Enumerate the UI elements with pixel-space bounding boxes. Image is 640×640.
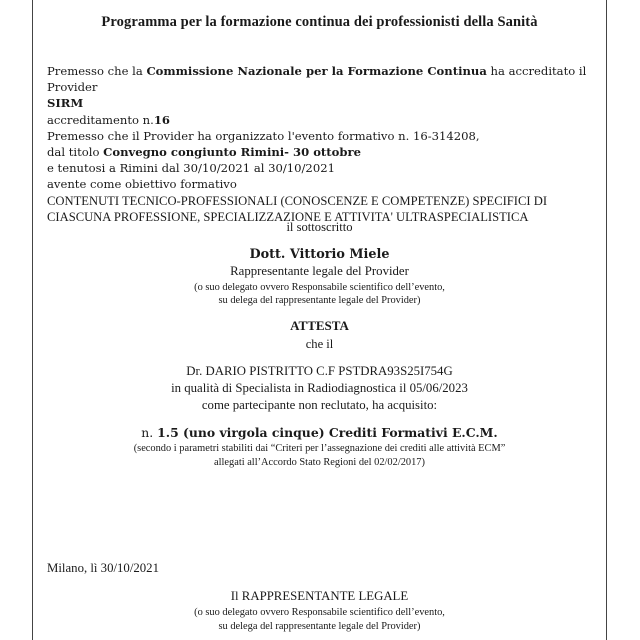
footer-note-2: su delega del rappresentante legale del Provider) (218, 621, 421, 632)
objective-line-2: CIASCUNA PROFESSIONE, SPECIALIZZAZIONE E ATTIVITA' ULTRASPECIALISTICA (47, 209, 529, 224)
credits-note-2: allegati all’Accordo Stato Regioni del 02/02/2017) (214, 457, 425, 468)
event-title-line (47, 144, 598, 160)
intro-block (47, 63, 598, 225)
program-title: Programma per la formazione continua dei professionisti della Sanità (101, 14, 538, 30)
signer-name: Dott. Vittorio Miele (249, 247, 390, 262)
event-number-line: Premesso che il Provider ha organizzato l'evento formativo n. 16-314208, (47, 128, 480, 143)
credits-value: 1.5 (uno virgola cinque) Crediti Formativi E.C.M. (157, 425, 498, 440)
place-date: Milano, lì 30/10/2021 (47, 561, 159, 575)
event-dates-line: e tenutosi a Rimini dal 30/10/2021 al 30/10/2021 (47, 161, 335, 176)
undersigned-label: il sottoscritto (286, 220, 353, 234)
intro-line-commission (47, 63, 598, 95)
che-il-label: che il (305, 337, 334, 351)
accreditation-label: accreditamento n. (47, 112, 154, 127)
accreditation-line (47, 112, 598, 128)
credits-line (33, 425, 606, 440)
event-title: Convegno congiunto Rimini- 30 ottobre (103, 145, 361, 160)
signer-role: Rappresentante legale del Provider (230, 264, 409, 278)
accreditation-number: 16 (153, 112, 170, 127)
intro-text: ha accreditato il Provider (47, 64, 587, 95)
signer-note-1: (o suo delegato ovvero Responsabile scientifico dell’evento, (194, 282, 445, 293)
footer-role: Il RAPPRESENTANTE LEGALE (230, 589, 409, 603)
participant-quality: in qualità di Specialista in Radiodiagnostica il 05/06/2023 (171, 381, 468, 395)
event-title-label: dal titolo (47, 145, 104, 160)
credits-note-1: (secondo i parametri stabiliti dai “Criteri per l’assegnazione dei crediti alle attività ECM” (133, 443, 506, 454)
attesta-heading: ATTESTA (290, 318, 349, 333)
commission-name: Commissione Nazionale per la Formazione Continua (146, 64, 487, 78)
intro-text: Premesso che la (47, 64, 147, 78)
certificate-page (32, 0, 607, 640)
participant-status: come partecipante non reclutato, ha acquisito: (201, 398, 438, 412)
objective-line-1: CONTENUTI TECNICO-PROFESSIONALI (CONOSCENZE E COMPETENZE) SPECIFICI DI (47, 193, 548, 208)
credits-prefix: n. (141, 425, 158, 440)
objective-label: avente come obiettivo formativo (47, 177, 237, 192)
footer-note-1: (o suo delegato ovvero Responsabile scientifico dell’evento, (194, 607, 445, 618)
signer-note-2: su delega del rappresentante legale del Provider) (218, 295, 421, 306)
participant-name: Dr. DARIO PISTRITTO C.F PSTDRA93S25I754G (186, 364, 453, 378)
provider-name: SIRM (47, 96, 84, 111)
